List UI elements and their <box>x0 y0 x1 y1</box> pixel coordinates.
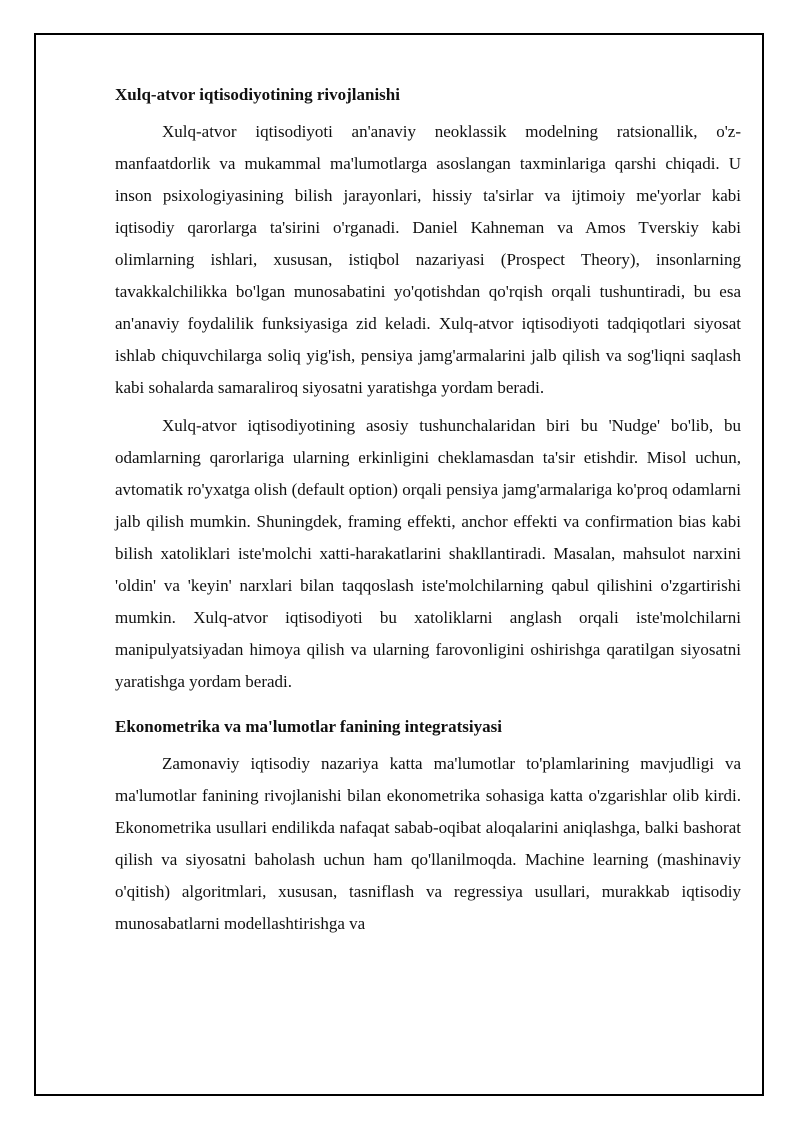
paragraph: Xulq-atvor iqtisodiyotining asosiy tushunchalaridan biri bu 'Nudge' bo'lib, bu odamlarning qarorlariga ularning erkinligini cheklamasdan ta'sir etishdir. Misol uchun, avtomatik ro'yxatga olish (default option) orqali pensiya jamg'armalariga ko'proq odamlarni jalb qilish mumkin. Shuningdek, framing effekti, anchor effekti va confirmation bias kabi bilish xatoliklari iste'molchi xatti-harakatlarini shakllantiradi. Masalan, mahsulot narxini 'oldin' va 'keyin' narxlari bilan taqqoslash iste'molchilarning qabul qilishini o'zgartirishi mumkin. Xulq-atvor iqtisodiyoti bu xatoliklarni anglash orqali iste'molchilarni manipulyatsiyadan himoya qilish va ularning farovonligini oshirishga qaratilgan siyosatni yaratishga yordam beradi. <box>115 416 741 691</box>
paragraph: Zamonaviy iqtisodiy nazariya katta ma'lumotlar to'plamlarining mavjudligi va ma'lumotlar fanining rivojlanishi bilan ekonometrika sohasiga katta o'zgarishlar olib kirdi. Ekonometrika usullari endilikda nafaqat sabab-oqibat aloqalarini aniqlashga, balki bashorat qilish va siyosatni baholash uchun ham qo'llanilmoqda. Machine learning (mashinaviy o'qitish) algoritmlari, xususan, tasniflash va regressiya usullari, murakkab iqtisodiy munosabatlarni modellashtirishga va <box>115 754 741 933</box>
document-body <box>115 84 741 946</box>
section-heading-econometrics: Ekonometrika va ma'lumotlar fanining integratsiyasi <box>115 717 502 736</box>
paragraph: Xulq-atvor iqtisodiyoti an'anaviy neoklassik modelning ratsionallik, o'z-manfaatdorlik va mukammal ma'lumotlarga asoslangan taxminlariga qarshi chiqadi. U inson psixologiyasining bilish jarayonlari, hissiy ta'sirlar va ijtimoiy me'yorlar kabi iqtisodiy qarorlarga ta'sirini o'rganadi. Daniel Kahneman va Amos Tverskiy kabi olimlarning ishlari, xususan, istiqbol nazariyasi (Prospect Theory), insonlarning tavakkalchilikka bo'lgan munosabatini yo'qotishdan qo'rqish orqali tushuntiradi, bu esa an'anaviy foydalilik funksiyasiga zid keladi. Xulq-atvor iqtisodiyoti tadqiqotlari siyosat ishlab chiquvchilarga soliq yig'ish, pensiya jamg'armalarini jalb qilish va sog'liqni saqlash kabi sohalarda samaraliroq siyosatni yaratishga yordam beradi. <box>115 122 741 397</box>
section-heading-behavioral-economics: Xulq-atvor iqtisodiyotining rivojlanishi <box>115 85 400 104</box>
